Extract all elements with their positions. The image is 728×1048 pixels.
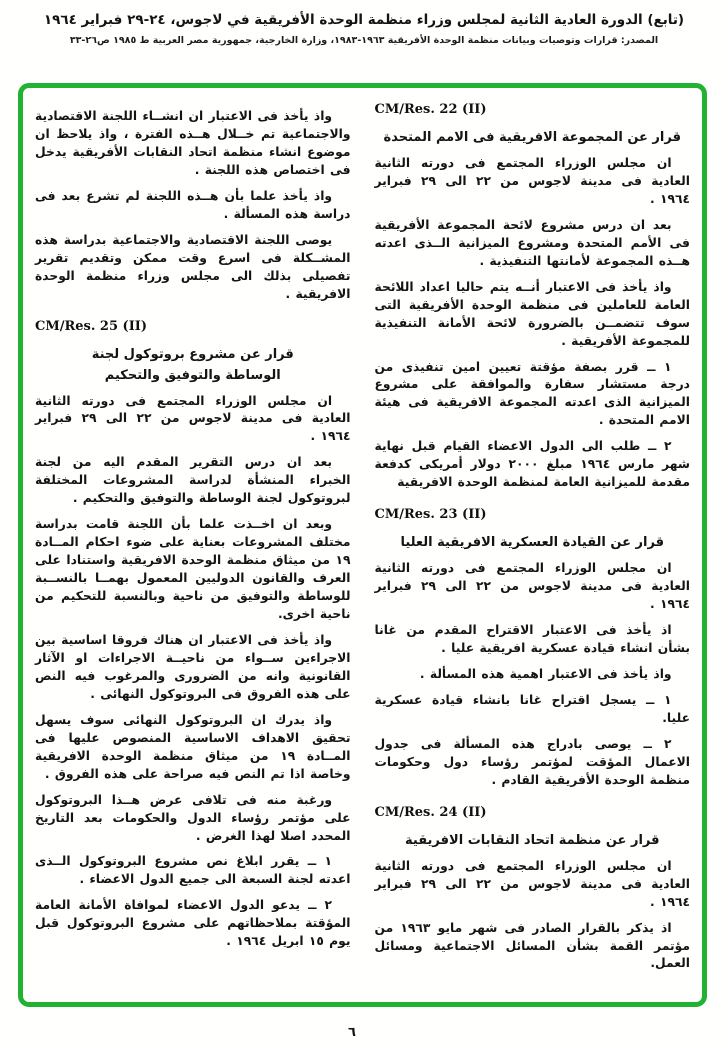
- paragraph: واذ يأخذ فى الاعتبار ان هناك فروقا اساسية بين الاجراءين ســواء من ناحيــة الاجراءات او الآثار القانونية وانه من الضرورى والمرغوب فيه النص على هذه الفروق فى البروتوكول النهائى .: [35, 632, 351, 701]
- numbered-clause: ١ ــ يقرر ابلاغ نص مشروع البروتوكول الــذى اعدته لجنة السبعة الى جميع الدول الاعضاء .: [35, 854, 351, 887]
- resolution-title: قرار عن منظمة اتحاد النقابات الافريقية: [405, 832, 660, 848]
- paragraph: واذ يأخذ علما بأن هــذه اللجنة لم تشرع بعد فى دراسة هذه المسألة .: [35, 188, 351, 221]
- green-border-frame: [18, 83, 707, 1007]
- resolution-title: قرار عن مشروع بروتوكول لجنة: [91, 346, 294, 362]
- column-left: [35, 94, 351, 996]
- source-citation: المصدر: قرارات وتوصيات وبيانات منظمة الوحدة الأفريقية ١٩٦٣-١٩٨٣، وزارة الخارجية، جمهورية مصر العربية ط ١٩٨٥ ص٢٦-٣٣: [69, 35, 659, 46]
- resolution-title: قرار عن القيادة العسكرية الافريقية العليا: [400, 535, 665, 551]
- paragraph: اذ يأخذ فى الاعتبار الاقتراح المقدم من غانا بشأن انشاء قيادة عسكرية افريقية عليا .: [374, 623, 690, 656]
- paragraph: اذ يذكر بالقرار الصادر فى شهر مايو ١٩٦٣ من مؤتمر القمة بشأن المسائل الاجتماعية ومسائل العمل.: [374, 920, 690, 971]
- paragraph: واذ يدرك ان البروتوكول النهائى سوف يسهل تحقيق الاهداف الاساسية المنصوص عليها فى المــادة ١٩ من ميثاق منظمة الوحدة الافريقية وخاصة اذا تم النص فيه صراحة على هذه الفروق .: [35, 712, 351, 781]
- resolution-label: CM/Res. 25 (II): [35, 318, 148, 334]
- paragraph: ان مجلس الوزراء المجتمع فى دورته الثانية العادية فى مدينة لاجوس من ٢٢ الى ٢٩ فبراير ١٩٦٤ .: [374, 561, 690, 612]
- page-header: [0, 12, 728, 46]
- paragraph: واذ يأخذ فى الاعتبار اهمية هذه المسألة .: [419, 666, 672, 681]
- resolution-title-line2: الوساطة والتوفيق والتحكيم: [104, 367, 281, 383]
- paragraph: يوصى اللجنة الاقتصادية والاجتماعية بدراسة هذه المشــكلة فى اسرع وقت ممكن وتقديم تقرير تفصيلى بذلك الى مجلس وزراء منظمة الوحدة الافريقية .: [35, 232, 351, 301]
- numbered-clause: ٢ ــ يوصى بادراج هذه المسألة فى جدول الاعمال المؤقت لمؤتمر رؤساء دول وحكومات منظمة الوحدة الأفريقية القادم .: [374, 736, 690, 787]
- resolution-title: قرار عن المجموعة الافريقية فى الامم المتحدة: [383, 130, 681, 145]
- paragraph: ان مجلس الوزراء المجتمع فى دورته الثانية العادية فى مدينة لاجوس من ٢٢ الى ٢٩ فبراير ١٩٦٤ .: [374, 858, 690, 909]
- resolution-label: CM/Res. 24 (II): [374, 804, 487, 820]
- paragraph: واذ يأخذ فى الاعتبار ان انشــاء اللجنة الاقتصادية والاجتماعية تم خــلال هــذه الفترة ، واذ يلاحظ ان موضوع انشاء منظمة اتحاد النقابات الأفريقية يدخل فى اختصاص هذه اللجنة .: [35, 109, 351, 177]
- resolution-label: CM/Res. 22 (II): [374, 102, 487, 117]
- paragraph: وبعد ان اخــذت علما بأن اللجنة قامت بدراسة مختلف المشروعات بعناية على ضوء احكام المــادة ١٩ من ميثاق منظمة الوحدة الافريقية واستنادا على العرف والقانون الدوليين المعمول بهمــا بالنســبة للوساطة والتوفيق من ناحية وبالنسبة للتحكيم من ناحية اخرى.: [35, 517, 351, 622]
- paragraph: ورغبة منه فى تلافى عرض هــذا البروتوكول على مؤتمر رؤساء الدول والحكومات بعد التاريخ المحدد اصلا لهذا الغرض .: [35, 792, 351, 843]
- paragraph: بعد ان درس مشروع لائحة المجموعة الأفريقية فى الأمم المتحدة ومشروع الميزانية الــذى اعدته هــذه المجموعة لأمانتها التنفيذية .: [374, 217, 690, 268]
- numbered-clause: ٢ ــ يدعو الدول الاعضاء لموافاة الأمانة العامة المؤقتة بملاحظاتهم على مشروع البروتوكول قبل يوم ١٥ ابريل ١٩٦٤ .: [35, 898, 351, 949]
- numbered-clause: ١ ــ يسجل اقتراح غانا بانشاء قيادة عسكرية عليا.: [374, 692, 690, 725]
- paragraph: واذ يأخذ فى الاعتبار أنــه يتم حاليا اعداد اللائحة العامة للعاملين فى منظمة الوحدة الأفريقية التى سوف تتضمــن بالضرورة لائحة الأمانة التنفيذية للمجموعة الأفريقية .: [374, 279, 690, 348]
- resolution-label: CM/Res. 23 (II): [374, 507, 487, 523]
- numbered-clause: ١ ــ قرر بصفة مؤقتة تعيين امين تنفيذى من درجة مستشار سفارة والموافقة على مشروع الميزانية الذى اعدته المجموعة الافريقية فى هيئة الامم المتحدة .: [374, 359, 690, 428]
- paragraph: ان مجلس الوزراء المجتمع فى دورته الثانية العادية فى مدينة لاجوس من ٢٢ الى ٢٩ فبراير ١٩٦٤ .: [35, 393, 351, 444]
- page-number: ٦: [348, 1025, 356, 1040]
- two-column-text: [23, 88, 702, 1002]
- column-right: [375, 94, 691, 996]
- numbered-clause: ٢ ــ طلب الى الدول الاعضاء القيام قبل نهاية شهر مارس ١٩٦٤ مبلغ ٢٠٠٠ دولار أمريكى كدفعة مقدمة للميزانية العامة لمنظمة الوحدة الافريقية: [374, 439, 690, 490]
- paragraph: ان مجلس الوزراء المجتمع فى دورته الثانية العادية فى مدينة لاجوس من ٢٢ الى ٢٩ فبراير ١٩٦٤ .: [374, 156, 690, 206]
- session-title: (تابع) الدورة العادية الثانية لمجلس وزراء منظمة الوحدة الأفريقية في لاجوس، ٢٤-٢٩ فبراير ١٩٦٤: [43, 12, 685, 28]
- paragraph: بعد ان درس التقرير المقدم اليه من لجنة الخبراء المنشأة لدراسة المشروعات المختلفة لبروتوكول لجنة الوساطة والتوفيق والتحكيم .: [35, 455, 351, 506]
